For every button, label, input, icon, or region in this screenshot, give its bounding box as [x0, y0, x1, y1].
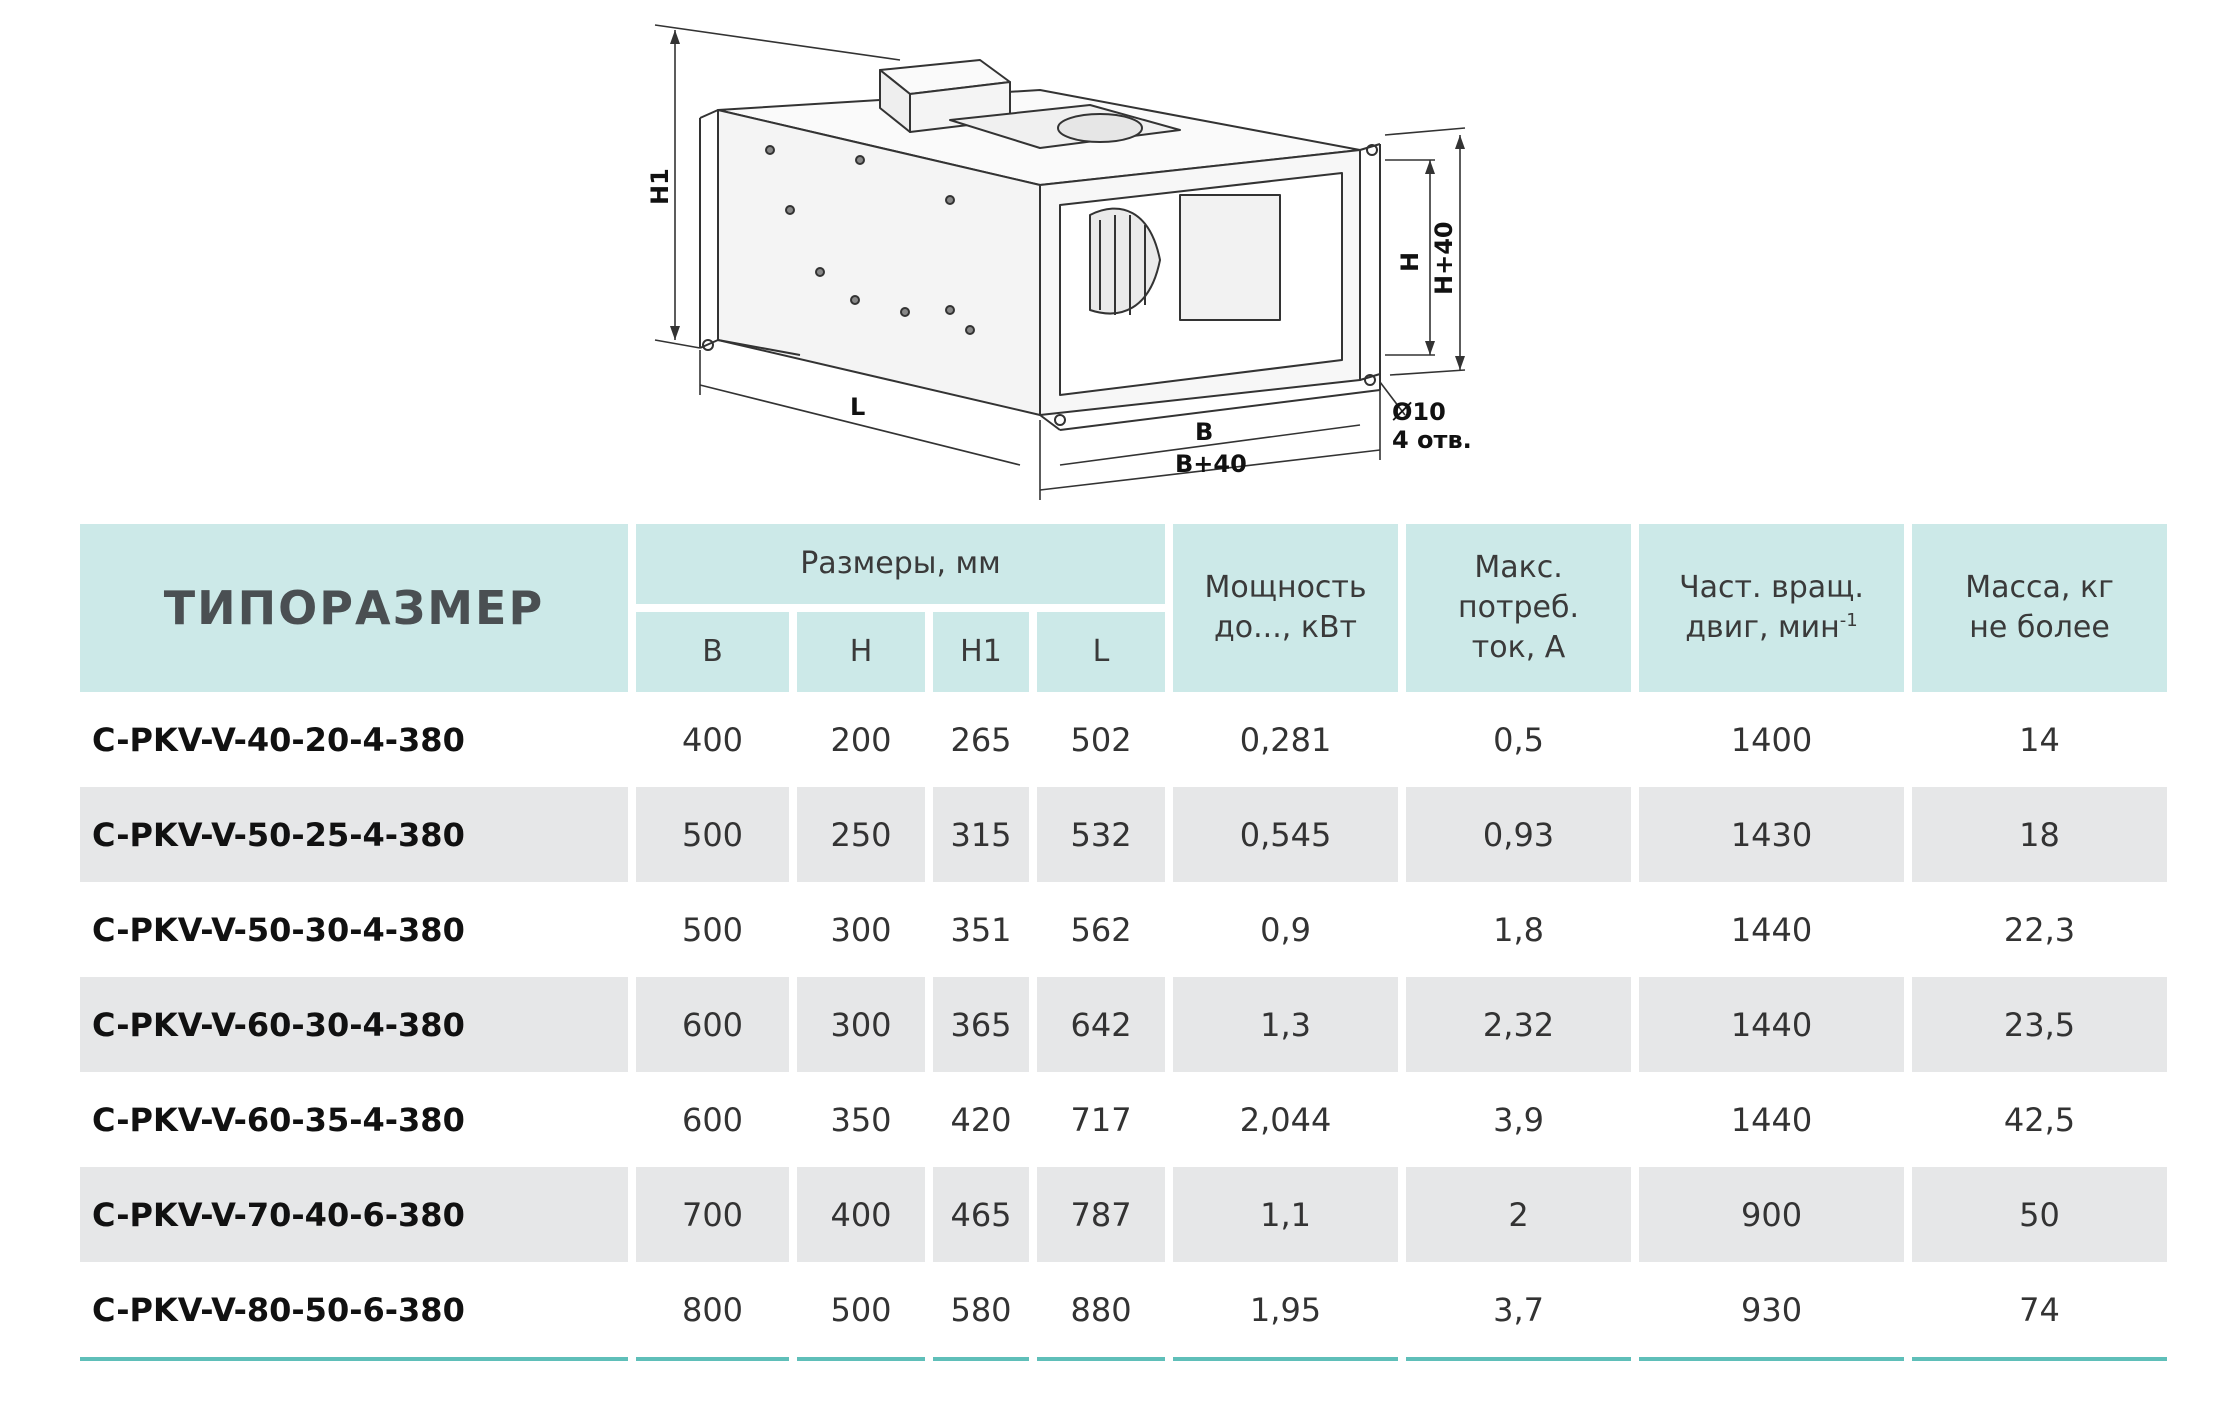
table-row	[80, 1072, 2167, 1167]
power-cell: 1,3	[1173, 977, 1398, 1072]
power-cell: 1,1	[1173, 1167, 1398, 1262]
b-cell: 500	[681, 910, 744, 949]
mass-cell: 42,5	[2003, 1100, 2076, 1139]
b-cell: 600	[681, 1100, 744, 1139]
label-h: H	[1396, 251, 1424, 272]
power-cell: 1,95	[1173, 1262, 1398, 1361]
power-cell: 0,9	[1260, 910, 1311, 949]
table-row	[80, 692, 2167, 787]
b-cell: 800	[636, 1262, 789, 1361]
size-column-b: B	[636, 612, 789, 692]
size-column-h1: H1	[933, 612, 1029, 692]
l-cell: 532	[1037, 787, 1165, 882]
specifications-table-body	[80, 692, 2167, 1361]
mass-cell: 50	[1912, 1167, 2167, 1262]
mass-cell: 22,3	[2003, 910, 2076, 949]
current-cell: 3,7	[1406, 1262, 1631, 1361]
h-cell: 500	[797, 1262, 925, 1361]
current-column-header	[1406, 524, 1631, 692]
label-hole-diameter: Ø10	[1392, 398, 1446, 426]
table-row	[80, 882, 2167, 977]
label-h-plus-40: H+40	[1430, 221, 1458, 295]
power-header-line-1: Мощность	[1204, 570, 1367, 605]
speed-cell: 1440	[1730, 910, 1813, 949]
speed-header-line-2: двиг, мин	[1685, 610, 1840, 645]
h-cell: 400	[797, 1167, 925, 1262]
mass-cell: 18	[1912, 787, 2167, 882]
speed-header-line-1: Част. вращ.	[1679, 570, 1864, 605]
l-cell: 717	[1070, 1100, 1132, 1139]
power-cell: 2,044	[1239, 1100, 1332, 1139]
model-cell: C-PKV-V-80-50-6-380	[80, 1262, 628, 1361]
h-cell: 300	[797, 977, 925, 1072]
mass-header-line-1: Масса, кг	[1965, 570, 2114, 605]
speed-column-header	[1639, 524, 1904, 692]
speed-header-superscript: -1	[1839, 610, 1858, 631]
speed-cell: 1400	[1730, 720, 1813, 759]
mass-cell: 74	[1912, 1262, 2167, 1361]
power-column-header	[1173, 524, 1398, 692]
table-row	[80, 787, 2167, 882]
h1-cell: 420	[950, 1100, 1012, 1139]
label-b: B	[1195, 418, 1214, 446]
model-cell: C-PKV-V-50-30-4-380	[92, 910, 465, 949]
speed-cell: 1440	[1639, 977, 1904, 1072]
mass-cell: 23,5	[1912, 977, 2167, 1072]
current-cell: 0,93	[1406, 787, 1631, 882]
l-cell: 642	[1037, 977, 1165, 1072]
size-column-l: L	[1037, 612, 1165, 692]
model-cell: C-PKV-V-60-30-4-380	[80, 977, 628, 1072]
fan-dimension-drawing	[620, 10, 1500, 510]
mass-cell: 14	[2019, 720, 2060, 759]
h1-cell: 315	[933, 787, 1029, 882]
h1-cell: 580	[933, 1262, 1029, 1361]
model-cell: C-PKV-V-50-25-4-380	[80, 787, 628, 882]
current-header-line-2: потреб.	[1458, 590, 1580, 625]
h-cell: 200	[830, 720, 892, 759]
label-b-plus-40: B+40	[1175, 450, 1247, 478]
specifications-table	[72, 524, 2175, 1361]
h1-cell: 365	[933, 977, 1029, 1072]
power-cell: 0,281	[1239, 720, 1332, 759]
model-cell: C-PKV-V-40-20-4-380	[92, 720, 465, 759]
h1-cell: 351	[950, 910, 1012, 949]
mass-column-header	[1912, 524, 2167, 692]
model-cell: C-PKV-V-60-35-4-380	[92, 1100, 465, 1139]
model-cell: C-PKV-V-70-40-6-380	[80, 1167, 628, 1262]
h1-cell: 265	[950, 720, 1012, 759]
l-cell: 880	[1037, 1262, 1165, 1361]
power-cell: 0,545	[1173, 787, 1398, 882]
speed-header-line-2-wrap	[1639, 608, 1904, 648]
b-cell: 500	[636, 787, 789, 882]
speed-cell: 1430	[1639, 787, 1904, 882]
current-header-line-1: Макс.	[1474, 550, 1563, 585]
speed-cell: 900	[1639, 1167, 1904, 1262]
b-cell: 400	[681, 720, 744, 759]
current-cell: 0,5	[1493, 720, 1544, 759]
h1-cell: 465	[933, 1167, 1029, 1262]
model-column-header: ТИПОРАЗМЕР	[80, 524, 628, 692]
label-hole-count: 4 отв.	[1392, 426, 1472, 454]
current-header-line-3: ток, А	[1471, 630, 1566, 665]
sizes-group-header: Размеры, мм	[636, 524, 1165, 612]
speed-cell: 1440	[1730, 1100, 1813, 1139]
h-cell: 250	[797, 787, 925, 882]
table-row	[80, 1262, 2167, 1361]
l-cell: 562	[1070, 910, 1132, 949]
size-column-h: H	[797, 612, 925, 692]
l-cell: 787	[1037, 1167, 1165, 1262]
mass-header-line-2: не более	[1969, 610, 2110, 645]
speed-cell: 930	[1639, 1262, 1904, 1361]
label-h1: H1	[646, 168, 674, 205]
label-l: L	[850, 393, 866, 421]
b-cell: 700	[636, 1167, 789, 1262]
table-row	[80, 1167, 2167, 1262]
current-cell: 2,32	[1406, 977, 1631, 1072]
current-cell: 1,8	[1493, 910, 1544, 949]
current-cell: 3,9	[1493, 1100, 1544, 1139]
current-cell: 2	[1406, 1167, 1631, 1262]
h-cell: 350	[830, 1100, 892, 1139]
h-cell: 300	[830, 910, 892, 949]
power-header-line-2: до..., кВт	[1214, 610, 1358, 645]
l-cell: 502	[1070, 720, 1132, 759]
table-row	[80, 977, 2167, 1072]
b-cell: 600	[636, 977, 789, 1072]
